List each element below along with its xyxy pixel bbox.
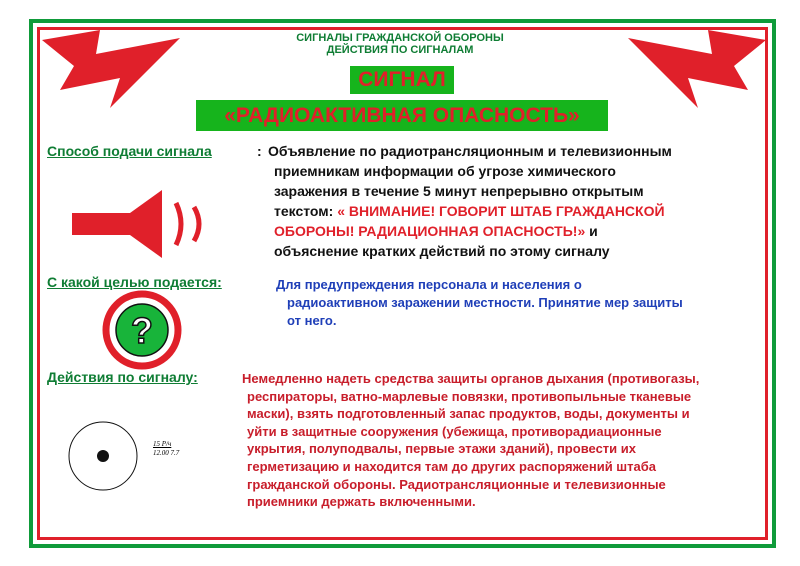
actions-line: маски), взять подготовленный запас продуктов, воды, документы и — [247, 406, 690, 422]
actions-line: Немедленно надеть средства защиты органов дыхания (противогазы, — [242, 371, 700, 386]
method-label: Способ подачи сигнала — [47, 143, 212, 159]
method-line-3: заражения в течение 5 минут непрерывно открытым — [274, 183, 644, 199]
svg-text:?: ? — [131, 310, 153, 351]
actions-line: гражданской обороны. Радиотрансляционные и телевизионные — [247, 476, 666, 492]
actions-label: Действия по сигналу: — [47, 369, 198, 385]
purpose-line-1: Для предупреждения персонала и населения о — [276, 277, 582, 292]
radiation-map-sign-icon — [66, 418, 146, 498]
actions-line: укрытия, полуподвалы, первые этажи зданий), провести их — [247, 441, 636, 457]
map-sign-rate: 15 Р/ч — [153, 440, 172, 448]
question-sign-icon — [102, 290, 182, 370]
actions-line: уйти в защитные сооружения (убежища, противорадиационные — [247, 423, 662, 439]
purpose-line-3: от него. — [287, 313, 337, 328]
map-sign-time: 12.00 7.7 — [153, 449, 180, 457]
method-line-2: приемникам информации об угрозе химического — [274, 163, 616, 179]
purpose-label: С какой целью подается: — [47, 274, 222, 290]
signal-word: СИГНАЛ — [350, 66, 454, 94]
actions-line: приемники держать включенными. — [247, 494, 476, 510]
map-sign-label — [153, 440, 179, 458]
method-line-5: ОБОРОНЫ! РАДИАЦИОННАЯ ОПАСНОСТЬ!» и — [274, 223, 598, 239]
method-text — [268, 141, 672, 261]
method-colon: : — [257, 143, 262, 159]
header-line-1: СИГНАЛЫ ГРАЖДАНСКОЙ ОБОРОНЫ — [296, 32, 504, 44]
method-line-6: объяснение кратких действий по этому сигналу — [274, 243, 610, 259]
purpose-line-2: радиоактивном заражении местности. Принятие мер защиты — [287, 295, 683, 310]
actions-line: респираторы, ватно-марлевые повязки, противопыльные тканевые — [247, 388, 692, 404]
actions-text — [242, 370, 699, 511]
signal-name: «РАДИОАКТИВНАЯ ОПАСНОСТЬ» — [196, 100, 608, 131]
header-line-2: ДЕЙСТВИЯ ПО СИГНАЛАМ — [326, 44, 474, 56]
method-line-1: Объявление по радиотрансляционным и телевизионным — [268, 143, 672, 159]
actions-line: герметизацию и находится там до других распоряжений штаба — [247, 458, 656, 474]
method-line-4: текстом: « ВНИМАНИЕ! ГОВОРИТ ШТАБ ГРАЖДАНСКОЙ — [274, 203, 665, 219]
loudspeaker-icon — [70, 185, 220, 265]
